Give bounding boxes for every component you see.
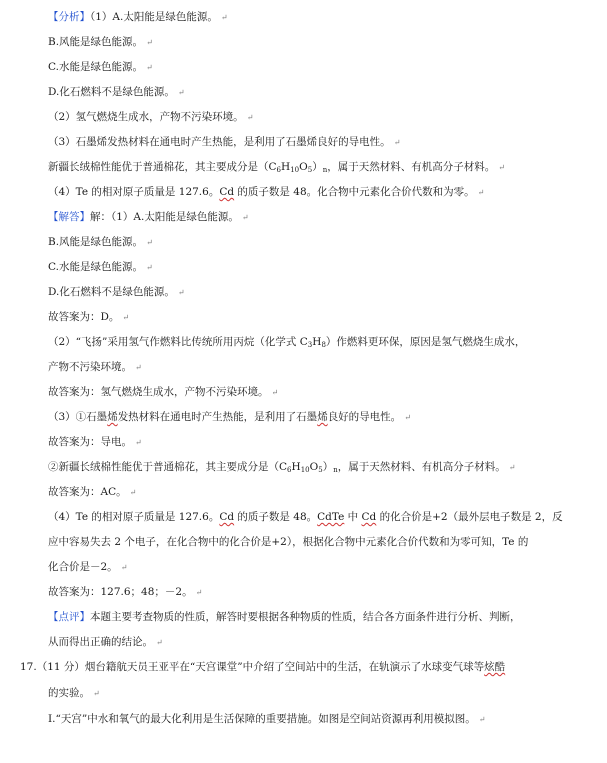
answer-line-6: （2）“飞扬”采用氢气作燃料比传统所用丙烷（化学式 $C_3H_8$）作燃料更环保，原因是氢气燃烧生成水， bbox=[48, 336, 526, 349]
analysis-line-2: B.风能是绿色能源。 ↵ bbox=[48, 36, 153, 48]
review-line-1: 【点评】本题主要考查物质的性质，解答时要根据各种物质的性质，结合各方面条件进行分析、判断， bbox=[48, 611, 521, 623]
answer-line-10: 故答案为：导电。 ↵ bbox=[48, 436, 142, 448]
analysis-line-6: （3）石墨烯发热材料在通电时产生热能，是利用了石墨烯良好的导电性。 ↵ bbox=[48, 136, 401, 148]
answer-line-16: 故答案为：127.6；48；－2。 ↵ bbox=[48, 586, 203, 598]
analysis-line-8: （4）Te 的相对原子质量是 127.6。Cd 的质子数是 48。化合物中元素化合价代数和为零。 ↵ bbox=[48, 186, 485, 198]
answer-line-3: C.水能是绿色能源。 ↵ bbox=[48, 261, 153, 273]
answer-line-5: 故答案为：D。 ↵ bbox=[48, 311, 130, 323]
answer-line-2: B.风能是绿色能源。 ↵ bbox=[48, 236, 153, 248]
analysis-tag: 【分析】 bbox=[48, 11, 90, 23]
analysis-line-7: 新疆长绒棉性能优于普通棉花，其主要成分是$(C_6H_{10}O_5)_n$，属于天然材料、有机高分子材料。 ↵ bbox=[48, 161, 505, 174]
answer-line-15: 化合价是－2。 ↵ bbox=[48, 561, 128, 573]
review-line-2: 从而得出正确的结论。 ↵ bbox=[48, 636, 163, 648]
answer-line-1: 【解答】解：（1）A.太阳能是绿色能源。 ↵ bbox=[48, 211, 249, 223]
answer-line-8: 故答案为：氢气燃烧生成水，产物不污染环境。 ↵ bbox=[48, 386, 279, 398]
answer-line-4: D.化石燃料不是绿色能源。 ↵ bbox=[48, 286, 185, 298]
answer-line-11: ②新疆长绒棉性能优于普通棉花，其主要成分是$(C_6H_{10}O_5)_n$，属于天然材料、有机高分子材料。 ↵ bbox=[48, 461, 516, 474]
question17-line-2: 的实验。 ↵ bbox=[48, 687, 100, 699]
answer-line-14: 应中容易失去 2 个电子，在化合物中的化合价是+2），根据化合物中元素化合价代数和为零可知，Te 的 bbox=[48, 536, 529, 548]
analysis-line-5: （2）氢气燃烧生成水，产物不污染环境。 ↵ bbox=[48, 111, 254, 123]
analysis-line-3: C.水能是绿色能源。 ↵ bbox=[48, 61, 153, 73]
answer-line-7: 产物不污染环境。 ↵ bbox=[48, 361, 142, 373]
review-tag: 【点评】 bbox=[48, 611, 90, 623]
analysis-line-4: D.化石燃料不是绿色能源。 ↵ bbox=[48, 86, 185, 98]
question17-line-1: 17.（11 分）烟台籍航天员王亚平在“天宫课堂”中介绍了空间站中的生活，在轨演示了水球变气球等炫酷 bbox=[20, 661, 506, 673]
answer-line-12: 故答案为：AC。 ↵ bbox=[48, 486, 137, 498]
analysis-line-1: 【分析】（1）A.太阳能是绿色能源。 ↵ bbox=[48, 11, 228, 23]
answer-tag: 【解答】 bbox=[48, 211, 90, 223]
answer-line-13: （4）Te 的相对原子质量是 127.6。Cd 的质子数是 48。CdTe 中 Cd 的化合价是+2（最外层电子数是 2，反 bbox=[48, 511, 563, 523]
answer-line-9: （3）①石墨烯发热材料在通电时产生热能，是利用了石墨烯良好的导电性。 ↵ bbox=[48, 411, 411, 423]
question17-line-3: Ⅰ.“天宫”中水和氧气的最大化利用是生活保障的重要措施。如图是空间站资源再利用模拟图。 ↵ bbox=[48, 713, 486, 725]
